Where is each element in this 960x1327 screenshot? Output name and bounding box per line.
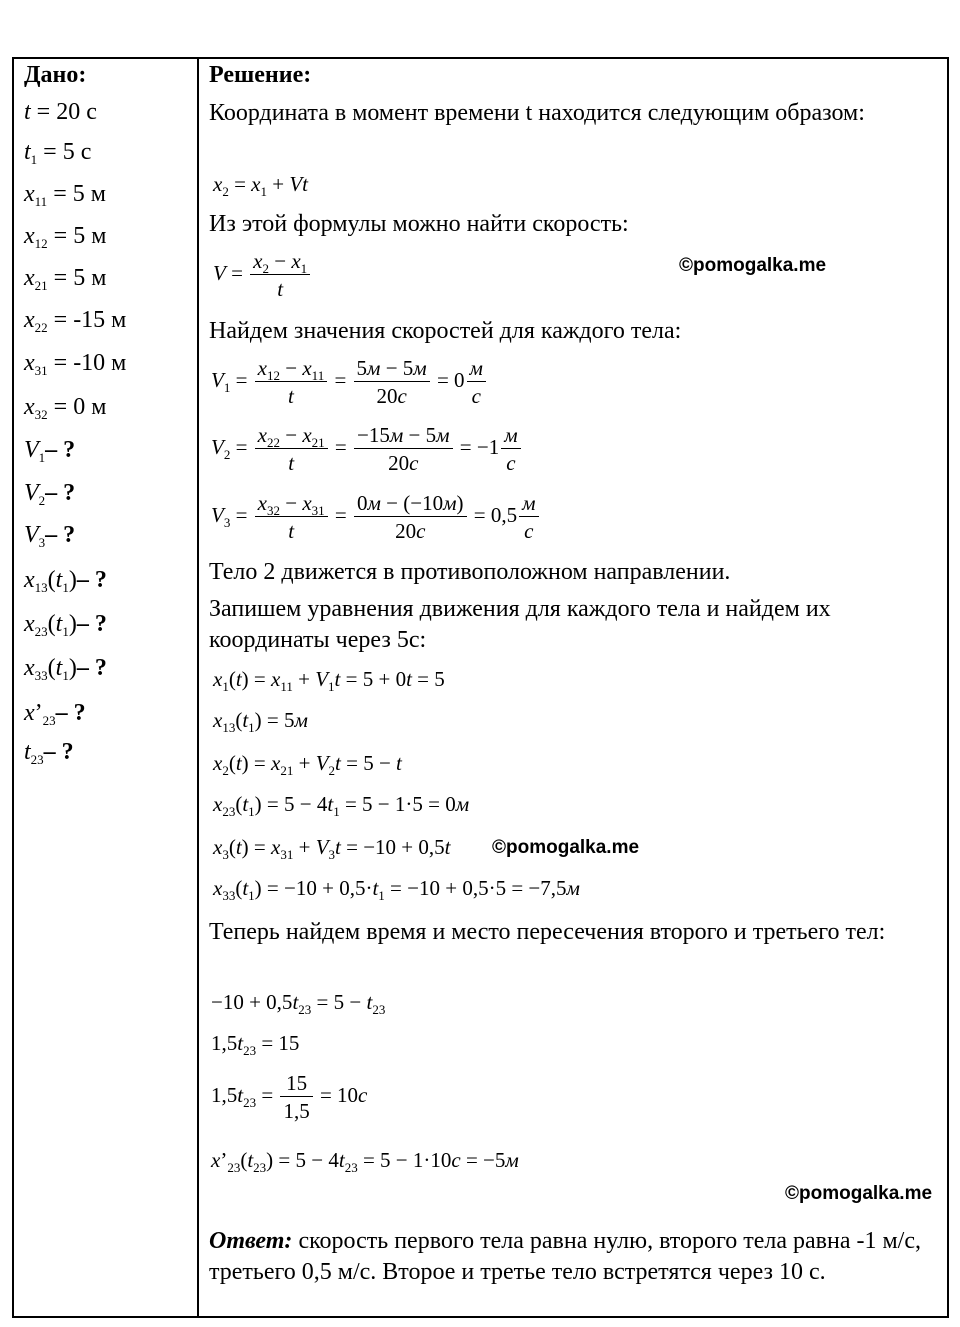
watermark-1: ©pomogalka.me bbox=[679, 255, 827, 276]
equation-x13: $x_{13}(t_1) = 5м$ bbox=[213, 708, 308, 735]
paragraph-intersection: Теперь найдем время и место пересечения второго и третьего тел: bbox=[209, 919, 886, 945]
paragraph-velocity: Из этой формулы можно найти скорость: bbox=[209, 211, 629, 237]
given-x31: $x_{31} = -10$ м bbox=[24, 350, 127, 378]
formula-v2: $V_2$ = $\frac{x_{22} - x_{21}}{t}$ = $\frac{-15м - 5м}{20с}$ = −1 $\frac{м}{с}$ bbox=[211, 424, 523, 474]
paragraph-direction: Тело 2 движется в противоположном направлении. bbox=[209, 559, 731, 585]
given-v1: $V_1-$ ? bbox=[24, 437, 76, 465]
given-x33: $x_{33}(t_1)-$ ? bbox=[24, 655, 107, 683]
given-x22: $x_{22} = -15$ м bbox=[24, 307, 127, 335]
given-v3: $V_3-$ ? bbox=[24, 522, 76, 550]
formula-v1: $V_1$ = $\frac{x_{12} - x_{11}}{t}$ = $\frac{5м - 5м}{20с}$ = 0 $\frac{м}{с}$ bbox=[211, 357, 488, 407]
answer-label: Ответ: bbox=[209, 1228, 293, 1254]
given-x23: $x_{23}(t_1)-$ ? bbox=[24, 611, 107, 639]
equation-x1: $x_1(t) = x_{11} + V_1t = 5 + 0t = 5$ bbox=[213, 667, 445, 694]
given-t: t = 20 с bbox=[24, 99, 97, 125]
equation-x3: $x_3(t) = x_{31} + V_3t = -10 + 0,5t$ bbox=[213, 835, 451, 862]
given-t1-value: = 5 с bbox=[43, 139, 92, 165]
watermark-2: ©pomogalka.me bbox=[492, 837, 640, 858]
answer-text: скорость первого тела равна нулю, второго тела равна -1 м/с, третьего 0,5 м/с. Второе и третье тело встретятся через 10 с. bbox=[209, 1228, 921, 1285]
given-x32: $x_{32} = 0$ м bbox=[24, 394, 107, 422]
given-header: Дано: bbox=[24, 62, 87, 88]
paragraph-equations: Запишем уравнения движения для каждого тела и найдем их координаты через 5с: bbox=[209, 596, 831, 653]
equation-15t: $1,5t_{23} = 15$ bbox=[211, 1031, 300, 1058]
column-divider bbox=[197, 57, 199, 1318]
equation-meet: $-10 + 0,5t_{23} = 5 - t_{23}$ bbox=[211, 990, 386, 1017]
given-x21-value: = 5 м bbox=[53, 265, 107, 291]
given-x-prime-23: $x’_{23}-$ ? bbox=[24, 700, 86, 728]
given-x32-value: = 0 м bbox=[53, 394, 107, 420]
given-x11-value: = 5 м bbox=[53, 181, 106, 207]
given-x13: $x_{13}(t_1)-$ ? bbox=[24, 567, 107, 595]
formula-x2: $x_2 = x_1 + Vt$ bbox=[213, 172, 309, 199]
given-x11: $x_{11} = 5$ м bbox=[24, 181, 106, 209]
formula-v3: $V_3$ = $\frac{x_{32} - x_{31}}{t}$ = $\frac{0м - (-10м)}{20с}$ = 0,5 $\frac{м}{с}$ bbox=[211, 492, 541, 542]
given-x12: $x_{12} = 5$ м bbox=[24, 223, 107, 251]
table-frame bbox=[12, 57, 949, 1318]
given-x21: $x_{21} = 5$ м bbox=[24, 265, 107, 293]
solution-header: Решение: bbox=[209, 62, 312, 88]
given-x31-value: = -10 м bbox=[53, 350, 127, 376]
paragraph-coordinate: Координата в момент времени t находится следующим образом: bbox=[209, 100, 865, 126]
given-t-value: = 20 с bbox=[36, 99, 97, 125]
given-t1: $t_1 = 5$ с bbox=[24, 139, 92, 167]
given-x12-value: = 5 м bbox=[53, 223, 107, 249]
given-t23: $t_{23}-$ ? bbox=[24, 739, 74, 767]
equation-x2: $x_2(t) = x_{21} + V_2t = 5 - t$ bbox=[213, 751, 402, 778]
answer bbox=[209, 1226, 937, 1288]
formula-v: V = $\frac{x_2 - x_1}{t}$ bbox=[213, 250, 312, 300]
given-v2: $V_2-$ ? bbox=[24, 480, 76, 508]
equation-x-prime-23: $x’_{23}(t_{23}) = 5 - 4t_{23} = 5 - 1\cdot 10с = -5м$ bbox=[211, 1148, 519, 1175]
equation-x23: $x_{23}(t_1) = 5 - 4t_1 = 5 - 1\cdot 5 = 0м$ bbox=[213, 792, 470, 819]
equation-x33: $x_{33}(t_1) = -10 + 0,5\cdot t_1 = -10 + 0,5\cdot 5 = -7,5м$ bbox=[213, 876, 580, 903]
given-x22-value: = -15 м bbox=[53, 307, 127, 333]
paragraph-find-velocities: Найдем значения скоростей для каждого тела: bbox=[209, 318, 682, 344]
equation-t23: $1,5t_{23}$ = $\frac{15}{1,5}$ = 10с bbox=[211, 1071, 368, 1123]
watermark-3: ©pomogalka.me bbox=[785, 1183, 933, 1204]
